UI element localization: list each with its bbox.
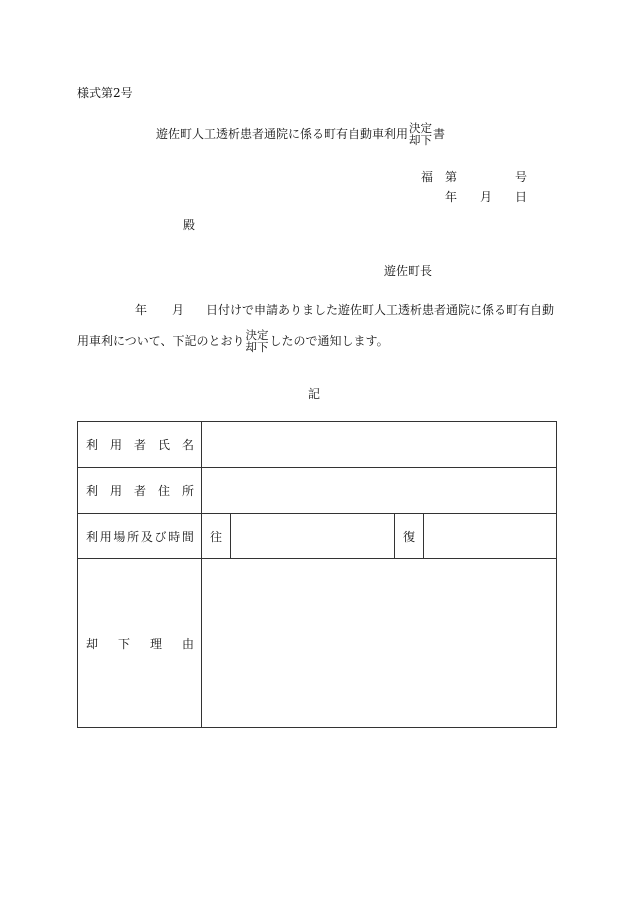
title-choice xyxy=(409,122,432,146)
date-year: 年 xyxy=(445,190,458,204)
document-title xyxy=(156,121,445,147)
ki-heading: 記 xyxy=(308,387,321,401)
rejection-reason-field[interactable] xyxy=(202,559,557,728)
addressee-honorific: 殿 xyxy=(183,218,196,232)
doc-number-dai: 第 xyxy=(445,170,458,184)
body-line2-prefix: 用車利について、下記のとおり xyxy=(77,334,245,348)
label-char: 名 xyxy=(181,438,194,452)
label-char: 場 xyxy=(113,529,126,544)
label-char: 住 xyxy=(157,484,170,498)
label-char: び xyxy=(154,529,167,544)
body-line2-suffix: したので通知します。 xyxy=(269,334,389,348)
body-choice xyxy=(246,329,269,353)
details-table xyxy=(77,421,557,728)
label-char: 却 xyxy=(86,636,99,651)
doc-number-go: 号 xyxy=(515,170,528,184)
doc-number-office: 福 xyxy=(421,170,434,184)
body-month: 月 xyxy=(172,303,185,317)
body-line1: 日付けで申請ありました遊佐町人工透析患者通院に係る町有自動 xyxy=(206,303,555,317)
row-rejection-reason xyxy=(78,559,557,728)
user-address-label xyxy=(78,468,202,514)
sender: 遊佐町長 xyxy=(384,264,433,278)
body-line2 xyxy=(77,328,389,354)
label-char: 用 xyxy=(109,438,122,452)
date-month: 月 xyxy=(480,190,493,204)
user-name-field[interactable] xyxy=(202,422,557,468)
body-year: 年 xyxy=(135,303,148,317)
row-user-name xyxy=(78,422,557,468)
label-char: 者 xyxy=(133,438,146,452)
outbound-label: 往 xyxy=(202,514,231,559)
title-choice-decision: 決定 xyxy=(409,121,433,135)
label-char: 及 xyxy=(140,529,153,544)
label-char: 由 xyxy=(181,636,194,651)
label-char: 者 xyxy=(133,484,146,498)
user-name-label xyxy=(78,422,202,468)
label-char: 間 xyxy=(181,529,194,544)
label-char: 氏 xyxy=(157,438,170,452)
form-number: 様式第2号 xyxy=(77,86,133,100)
title-prefix: 遊佐町人工透析患者通院に係る町有自動車利用 xyxy=(156,127,409,141)
title-suffix: 書 xyxy=(433,127,446,141)
date-day: 日 xyxy=(515,190,528,204)
place-time-label xyxy=(78,514,202,559)
label-char: 理 xyxy=(149,636,162,651)
title-choice-rejection: 却下 xyxy=(409,133,433,147)
user-address-field[interactable] xyxy=(202,468,557,514)
label-char: 用 xyxy=(99,529,112,544)
rejection-reason-label xyxy=(78,559,202,728)
return-field[interactable] xyxy=(424,514,557,559)
return-label: 復 xyxy=(395,514,424,559)
label-char: 下 xyxy=(117,636,130,651)
body-choice-decision: 決定 xyxy=(245,328,269,342)
row-place-time xyxy=(78,514,557,559)
label-char: 利 xyxy=(86,438,99,452)
label-char: 所 xyxy=(127,529,140,544)
label-char: 利 xyxy=(86,484,99,498)
label-char: 利 xyxy=(86,529,99,544)
label-char: 用 xyxy=(109,484,122,498)
outbound-field[interactable] xyxy=(231,514,395,559)
label-char: 所 xyxy=(181,484,194,498)
label-char: 時 xyxy=(168,529,181,544)
row-user-address xyxy=(78,468,557,514)
body-choice-rejection: 却下 xyxy=(245,340,269,354)
